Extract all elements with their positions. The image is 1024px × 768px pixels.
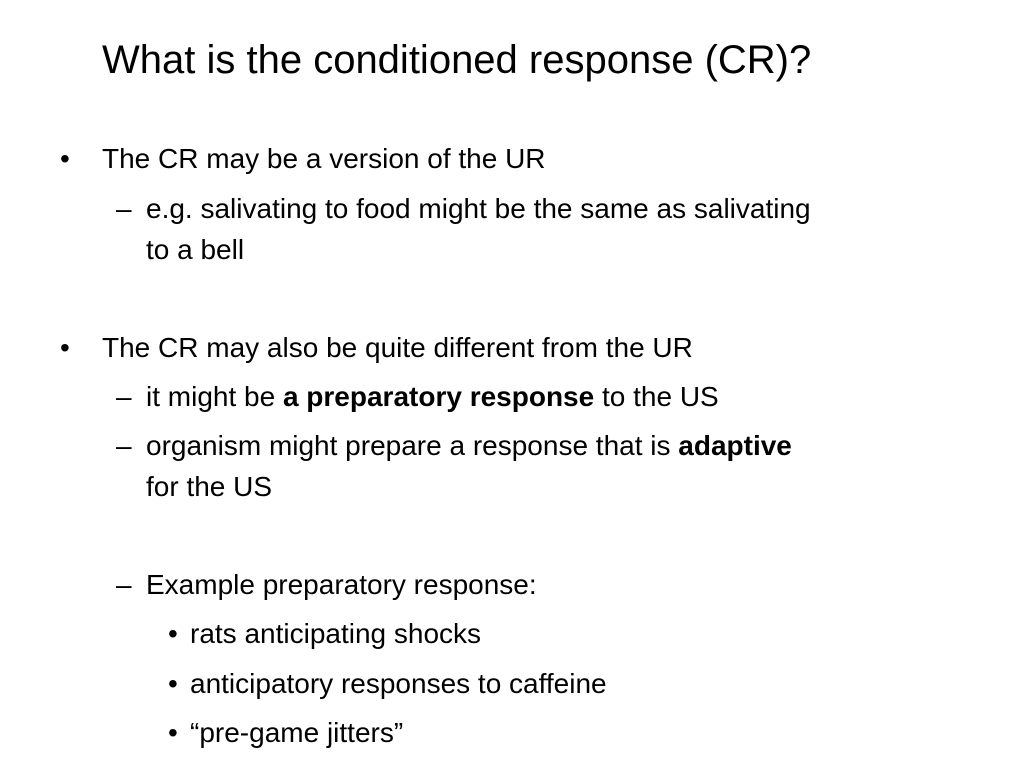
bullet-marker: • bbox=[168, 668, 178, 699]
bullet-2-sub-1-after: to the US bbox=[594, 381, 719, 412]
dash-marker: – bbox=[116, 569, 132, 600]
bullet-marker: • bbox=[60, 143, 70, 174]
dash-marker: – bbox=[116, 381, 132, 412]
bullet-marker: • bbox=[168, 717, 178, 748]
slide-title: What is the conditioned response (CR)? bbox=[102, 38, 812, 82]
bullet-2-text: The CR may also be quite different from the UR bbox=[102, 332, 693, 363]
dash-marker: – bbox=[116, 430, 132, 461]
dash-marker: – bbox=[116, 193, 132, 224]
bullet-2-sub-2-bold: adaptive bbox=[678, 430, 792, 461]
example-item: rats anticipating shocks bbox=[190, 618, 482, 649]
bullet-marker: • bbox=[168, 618, 178, 649]
bullet-2-sub-1 bbox=[146, 378, 719, 416]
bullet-1-sub-1-line-2: to a bell bbox=[146, 234, 245, 265]
example-item: “pre-game jitters” bbox=[190, 717, 404, 748]
bullet-2-sub-1-bold: a preparatory response bbox=[282, 381, 595, 412]
bullet-marker: • bbox=[60, 332, 70, 363]
bullet-1-text: The CR may be a version of the UR bbox=[102, 143, 546, 174]
bullet-2-sub-1-before: it might be bbox=[146, 381, 283, 412]
bullet-2-sub-2-line-2: for the US bbox=[146, 471, 273, 502]
example-item: anticipatory responses to caffeine bbox=[190, 668, 607, 699]
bullet-2-sub-2-line-1 bbox=[146, 427, 792, 465]
bullet-2-sub-3: Example preparatory response: bbox=[146, 569, 537, 600]
bullet-2-sub-2-before: organism might prepare a response that is bbox=[146, 430, 679, 461]
bullet-1-sub-1-line-1: e.g. salivating to food might be the same as salivating bbox=[146, 193, 811, 224]
